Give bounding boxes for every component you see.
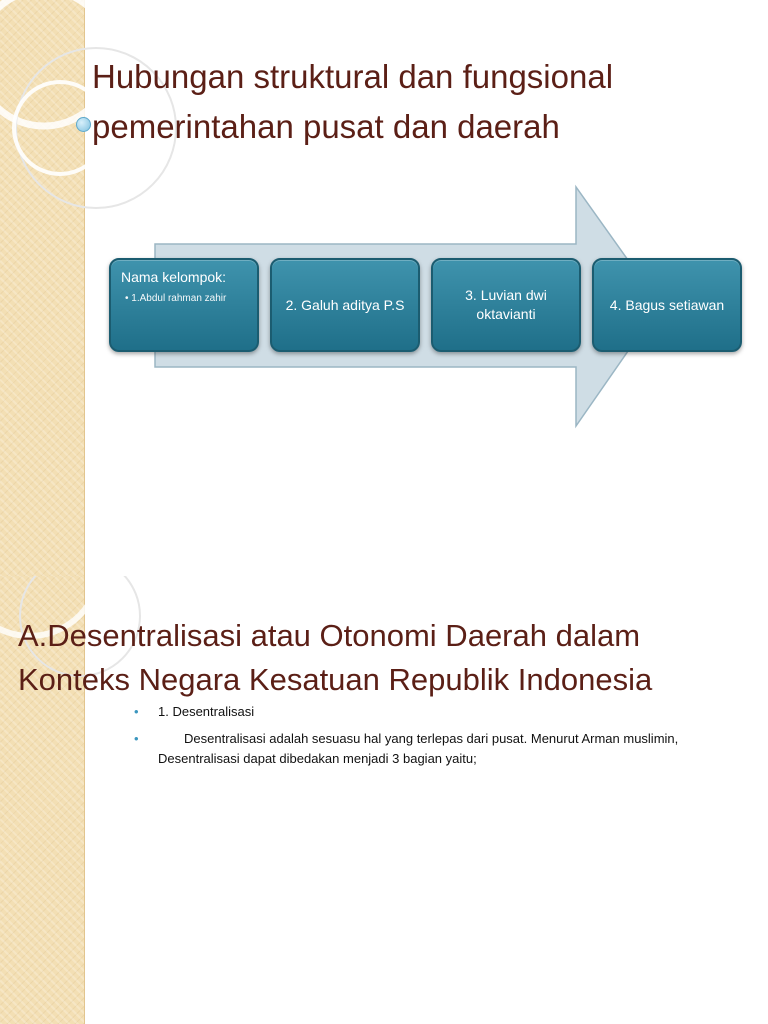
group-heading: Nama kelompok: [121,269,227,285]
list-item [134,729,734,769]
member-box-2 [270,258,420,352]
list-item [134,702,734,722]
bullet-text: Desentralisasi adalah sesuasu hal yang terlepas dari pusat. Menurut Arman muslimin, Desentralisasi dapat dibedakan menjadi 3 bagian yaitu; [158,731,679,766]
member-3: 3. Luvian dwi oktavianti [465,287,547,322]
member-box-3 [431,258,581,352]
section-title-line-2: Konteks Negara Kesatuan Republik Indonesia [18,662,653,697]
member-2: 2. Galuh aditya P.S [285,296,405,313]
member-box-group [109,258,259,352]
bullet-dot-icon: • [134,704,139,719]
slide-2 [0,576,768,1024]
section-title [18,614,652,702]
bullet-list [134,702,734,776]
title-line-2: pemerintahan pusat dan daerah [92,108,560,145]
member-1: • 1.Abdul rahman zahir [125,293,227,304]
title-line-1: Hubungan struktural dan fungsional [92,58,614,95]
bullet-text: 1. Desentralisasi [158,704,255,719]
bullet-dot-icon: • [134,731,139,746]
member-box-4 [592,258,742,352]
section-title-line-1: A.Desentralisasi atau Otonomi Daerah dalam [18,618,641,653]
member-4: 4. Bagus setiawan [609,296,725,313]
